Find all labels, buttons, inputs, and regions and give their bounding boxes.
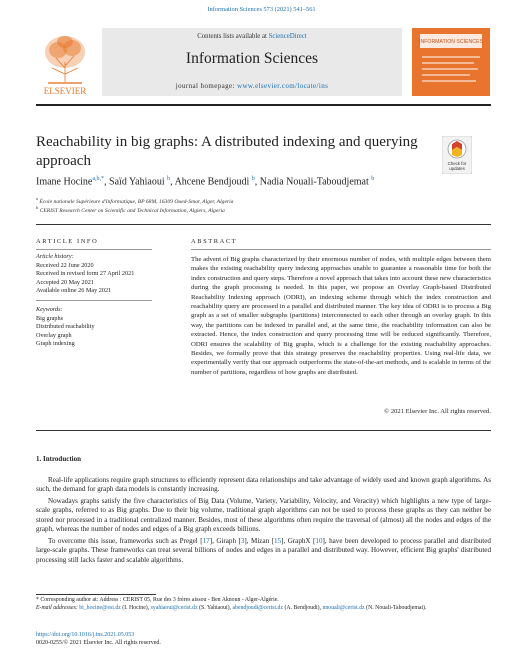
article-info (36, 253, 152, 349)
affiliation: $^b$ CERIST Research Center on Scientific and Technical Information, Algiers, Algeria (36, 205, 225, 214)
journal-cover-thumbnail[interactable] (412, 28, 490, 96)
elsevier-tree-logo[interactable] (36, 28, 94, 96)
keywords-label: Keywords: (36, 305, 63, 313)
svg-text:updates: updates (449, 166, 465, 171)
author-affiliation-marker[interactable]: a,b,* (92, 176, 105, 182)
history-item: Received 22 June 2020 (36, 261, 94, 269)
abstract-copyright: © 2021 Elsevier Inc. All rights reserved. (384, 408, 491, 415)
email-addresses: E-mail addresses: bi_hocine@esi.dz (I. Hocine), syahiaoui@cerist.dz (S. Yahiaoui), abendjoudi@cerist.dz (A. Bendjoudi), nnouali@cerist.dz (N. Nouali-Taboudjemat). (36, 604, 427, 611)
doi-link[interactable]: https://doi.org/10.1016/j.ins.2021.05.053 (36, 632, 135, 638)
section-rule (36, 430, 491, 431)
author-name[interactable]: Imane Hocine (36, 176, 93, 188)
affiliation: $^a$ École nationale Supérieure d'Informatique, BP 68M, 16309 Oued-Smar, Alger, Algeria (36, 196, 234, 205)
history-label: Article history: (36, 253, 74, 260)
journal-banner (102, 28, 402, 96)
reference-link[interactable]: 15 (273, 536, 282, 545)
homepage-line: journal homepage: www.elsevier.com/locate/ins (175, 82, 329, 90)
info-divider (36, 300, 152, 301)
paragraph: Real-life applications require graph structures to efficiently represent data relationships and take advantage of widely used and known graph algorithms. As such, the demand for graph data models is constantly increasing. (36, 476, 491, 494)
article-title: Reachability in big graphs: A distributed indexing and querying approach (36, 134, 418, 169)
header-rule (36, 104, 491, 106)
email-link[interactable]: bi_hocine@esi.dz (79, 604, 121, 611)
contents-line: Contents lists available at ScienceDirect (197, 33, 307, 40)
author-name[interactable]: Saïd Yahiaoui (109, 176, 165, 188)
reference-link[interactable]: 17 (202, 536, 210, 545)
reference-link[interactable]: 3 (240, 536, 245, 545)
abstract-rule (191, 249, 491, 250)
author-affiliation-marker[interactable]: b (371, 176, 375, 182)
footnote-rule (36, 594, 156, 595)
cover-title: INFORMATION SCIENCES (419, 39, 483, 45)
author-name[interactable]: Nadia Nouali-Taboudjemat (259, 176, 369, 188)
sciencedirect-link[interactable]: ScienceDirect (268, 33, 307, 40)
author-name[interactable]: Ahcene Bendjoudi (174, 176, 250, 188)
svg-text:Check for: Check for (447, 161, 467, 166)
homepage-link[interactable]: www.elsevier.com/locate/ins (237, 82, 329, 90)
article-info-rule (36, 249, 152, 250)
keyword: Big graphs (36, 314, 63, 322)
paragraph: To overcome this issue, frameworks such as Pregel [17], Giraph [3], Mizan [15], GraphX [10], have been developed to process parallel and distributed large-scale graphs. These frameworks can treat several billions of nodes and edges in a parallel and distributed way. However, efficient Big graphs' distributed processing still lacks faster and scalable algorithms. (36, 536, 491, 564)
keyword: Graph indexing (36, 340, 75, 348)
introduction-heading: 1. Introduction (36, 455, 81, 463)
history-item: Accepted 20 May 2021 (36, 278, 94, 286)
author-affiliation-marker[interactable]: b (167, 176, 171, 182)
abstract-text: The advent of Big graphs characterized by their enormous number of nodes, with multiple edges between them makes the existing reachability query indexing approaches unable to guarantee a reasonable time for both the index construction and query steps. Therefore a novel approach that takes into account these new characteristics during the graph processing is needed. In this paper, we propose an Overlay Graph-based Distributed Reachability Indexing approach (ODRI), an indexing scheme through which the index construction and reachability query are processed in a parallel and distributed manner. The key idea of ODRI is to process a Big graph as a set of smaller subgraphs (partitions) interconnected to each other through an overlay graph. In this way, the partitions can be indexed in parallel and, at the same time, the reachability information can also be extracted. Hence, the index construction and query processing time will be reduced significantly. Therefore, ODRI ensures the scalability of Big graphs, which is a challenge for the existing reachability approaches. Besides, we formally prove that this strategy preserves the reachability properties. Using real-life data, we experimentally verify that our approach outperforms the state-of-the-art methods, and is scalable in terms of the number of partitions, regardless of how graphs are distributed. (191, 256, 491, 376)
history-item: Available online 26 May 2021 (36, 287, 112, 295)
keyword: Distributed reachability (36, 323, 95, 331)
publisher-name: ELSEVIER (43, 86, 87, 96)
check-for-updates-icon[interactable] (442, 136, 472, 174)
footnote (36, 597, 491, 613)
paragraph: Nowadays graphs satisfy the five characteristics of Big Data (Volume, Variety, Variability, Velocity, and Veracity) which highlights a new type of large-scale graphs, referred to as Big graphs. Due to their big volume, traditional graph algorithms can not be used to process these graphs as they can neither be stored nor processed in a traditional centralized manner. Besides, most of these algorithms often require the traversal of (almost) all the nodes and edges of the graph, whereas the number of nodes and edges of a Big graph exceeds billions. (36, 497, 491, 534)
journal-header (36, 28, 491, 100)
abstract-heading: ABSTRACT (191, 238, 238, 245)
email-link[interactable]: syahiaoui@cerist.dz (150, 604, 198, 611)
introduction-body (36, 476, 491, 567)
article-info-heading: ARTICLE INFO (36, 238, 99, 245)
author-affiliation-marker[interactable]: b (251, 176, 255, 182)
reference-link[interactable]: 10 (315, 536, 323, 545)
page-footer (36, 631, 161, 647)
author-list: Imane Hocine$^{a,b,*}$, Saïd Yahiaoui $^b$, Ahcene Bendjoudi $^b$, Nadia Nouali-Taboudjemat $^b$ (36, 176, 375, 188)
journal-title: Information Sciences (185, 50, 319, 67)
journal-citation[interactable]: Information Sciences 573 (2021) 541–561 (207, 6, 316, 13)
issn-line: 0020-0255/© 2021 Elsevier Inc. All rights reserved. (36, 640, 161, 646)
history-item: Received in revised form 27 April 2021 (36, 270, 135, 278)
keyword: Overlay graph (36, 331, 72, 339)
email-link[interactable]: abendjoudi@cerist.dz (232, 604, 284, 611)
section-rule (36, 224, 491, 225)
email-link[interactable]: nnouali@cerist.dz (322, 604, 365, 611)
corresponding-author-note: * Corresponding author at: Address : CERIST 05, Rue des 3 frères aissou - Ben Aknoun - Alger-Algérie. (36, 597, 279, 603)
